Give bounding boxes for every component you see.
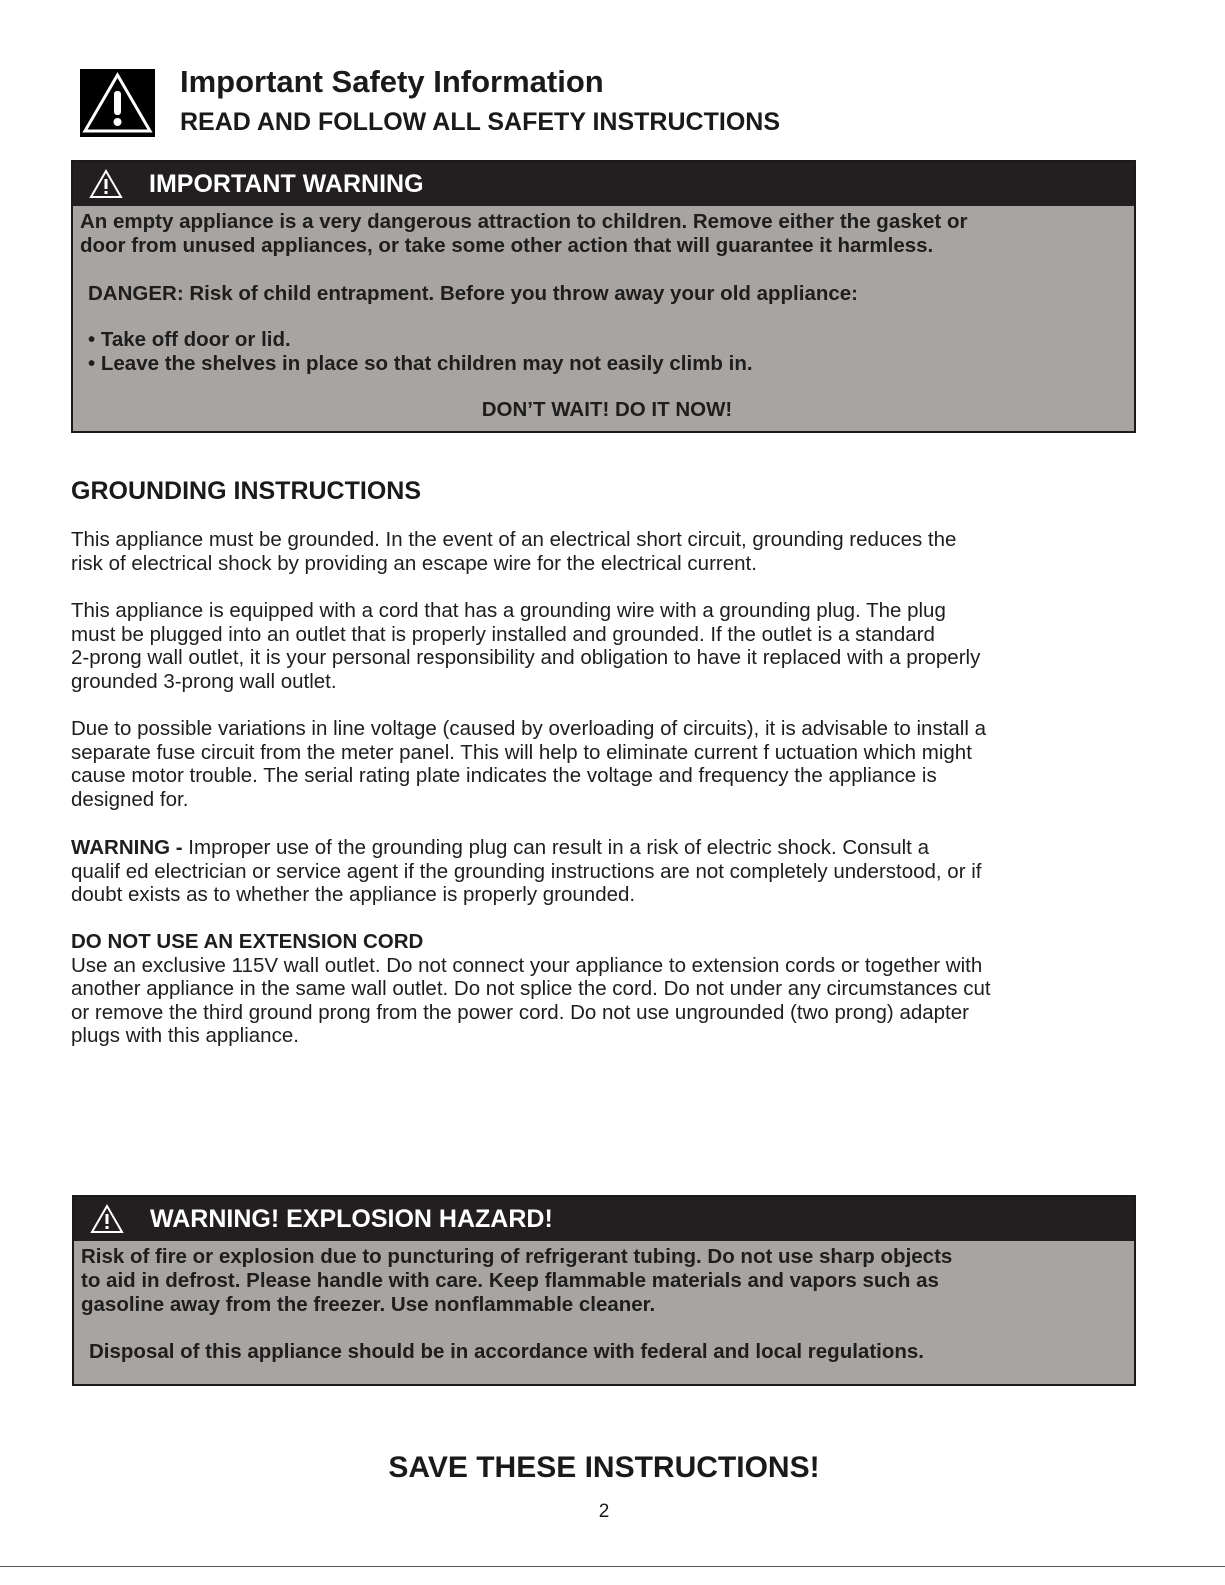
text-line: must be plugged into an outlet that is properly installed and grounded. If the outlet is a standard bbox=[71, 622, 935, 646]
text-line: plugs with this appliance. bbox=[71, 1024, 299, 1047]
warning-text: Improper use of the grounding plug can result in a risk of electric shock. Consult a bbox=[182, 836, 929, 859]
warning-triangle-icon bbox=[80, 69, 155, 137]
explosion-hazard-header bbox=[74, 1197, 1134, 1241]
warning-triangle-icon bbox=[90, 1204, 124, 1234]
grounding-paragraph-3 bbox=[71, 717, 1151, 811]
text-line: designed for. bbox=[71, 787, 189, 811]
callout-text: DON’T WAIT! DO IT NOW! bbox=[481, 398, 733, 421]
text-line bbox=[71, 836, 1151, 860]
grounding-title: GROUNDING INSTRUCTIONS bbox=[71, 477, 421, 505]
text-line: or remove the third ground prong from the power cord. Do not use ungrounded (two prong) adapter bbox=[71, 1000, 969, 1024]
text-line: to aid in defrost. Please handle with care. Keep flammable materials and vapors such as bbox=[81, 1269, 939, 1292]
text-line: separate fuse circuit from the meter panel. This will help to eliminate current f uctuation which might bbox=[71, 740, 972, 764]
important-warning-title: IMPORTANT WARNING bbox=[149, 169, 424, 198]
danger-line: DANGER: Risk of child entrapment. Before you throw away your old appliance: bbox=[88, 282, 859, 305]
text-line: grounded 3-prong wall outlet. bbox=[71, 669, 337, 693]
grounding-paragraph-2 bbox=[71, 599, 1151, 693]
text-line: This appliance must be grounded. In the event of an electrical short circuit, grounding reduces the bbox=[71, 528, 957, 551]
bottom-divider bbox=[0, 1566, 1225, 1567]
important-warning-header bbox=[73, 162, 1134, 206]
text-line: doubt exists as to whether the appliance is properly grounded. bbox=[71, 883, 636, 906]
explosion-hazard-body bbox=[74, 1241, 1134, 1364]
page-title: Important Safety Information bbox=[180, 64, 604, 99]
warning-intro-line: door from unused appliances, or take some other action that will guarantee it harmless. bbox=[80, 234, 934, 257]
page-number: 2 bbox=[598, 1501, 610, 1522]
warning-intro-line: An empty appliance is a very dangerous attraction to children. Remove either the gasket or bbox=[80, 210, 968, 233]
explosion-hazard-title: WARNING! EXPLOSION HAZARD! bbox=[150, 1204, 553, 1233]
save-instructions-title: SAVE THESE INSTRUCTIONS! bbox=[388, 1451, 820, 1484]
grounding-warning-paragraph bbox=[71, 836, 1151, 907]
bullet-item: • Leave the shelves in place so that children may not easily climb in. bbox=[88, 352, 753, 375]
text-line: qualif ed electrician or service agent if the grounding instructions are not completely understood, or if bbox=[71, 859, 982, 883]
warning-label: WARNING - bbox=[71, 836, 183, 859]
text-line: This appliance is equipped with a cord that has a grounding wire with a grounding plug. The plug bbox=[71, 599, 946, 622]
text-line: 2-prong wall outlet, it is your personal responsibility and obligation to have it replaced with a properly bbox=[71, 646, 981, 669]
page-subtitle: READ AND FOLLOW ALL SAFETY INSTRUCTIONS bbox=[180, 108, 780, 136]
text-line: Use an exclusive 115V wall outlet. Do not connect your appliance to extension cords or together with bbox=[71, 953, 983, 977]
extension-cord-section bbox=[71, 930, 1151, 1048]
text-line: Risk of fire or explosion due to puncturing of refrigerant tubing. Do not use sharp objects bbox=[81, 1245, 953, 1268]
text-line: another appliance in the same wall outlet. Do not splice the cord. Do not under any circumstances cut bbox=[71, 977, 991, 1000]
text-line: Due to possible variations in line voltage (caused by overloading of circuits), it is advisable to install a bbox=[71, 717, 987, 740]
text-line: risk of electrical shock by providing an escape wire for the electrical current. bbox=[71, 551, 757, 575]
grounding-paragraph-1 bbox=[71, 528, 1151, 575]
text-line: cause motor trouble. The serial rating plate indicates the voltage and frequency the appliance is bbox=[71, 764, 937, 787]
text-line: gasoline away from the freezer. Use nonflammable cleaner. bbox=[81, 1293, 656, 1316]
important-warning-box bbox=[71, 160, 1136, 433]
important-warning-body bbox=[73, 206, 1134, 422]
bullet-item: • Take off door or lid. bbox=[88, 328, 291, 351]
warning-triangle-icon bbox=[89, 169, 123, 199]
extension-cord-title: DO NOT USE AN EXTENSION CORD bbox=[71, 930, 424, 953]
disposal-line: Disposal of this appliance should be in accordance with federal and local regulations. bbox=[89, 1340, 924, 1363]
explosion-hazard-box bbox=[72, 1195, 1136, 1386]
